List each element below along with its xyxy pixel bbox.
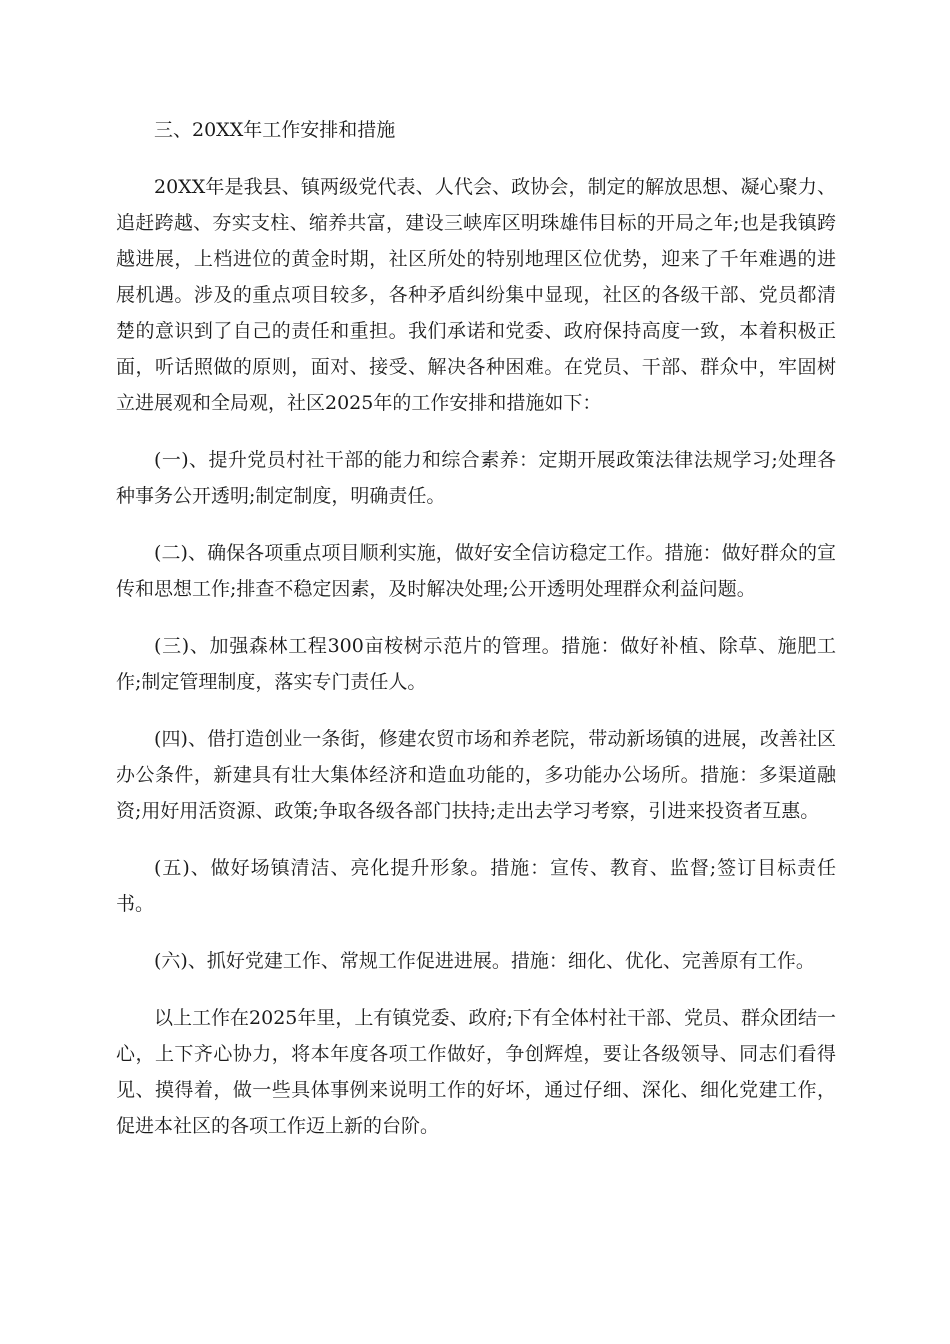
- paragraph-item-5: (五)、做好场镇清洁、亮化提升形象。措施：宣传、教育、监督;签订目标责任书。: [116, 857, 836, 915]
- document-body: [116, 112, 836, 1165]
- paragraph-item-4: (四)、借打造创业一条街，修建农贸市场和养老院，带动新场镇的进展，改善社区办公条件，新建具有壮大集体经济和造血功能的，多功能办公场所。措施：多渠道融资;用好用活资源、政策;争取各级各部门扶持;走出去学习考察，引进来投资者互惠。: [116, 728, 836, 822]
- paragraph-item-1: (一)、提升党员村社干部的能力和综合素养：定期开展政策法律法规学习;处理各种事务公开透明;制定制度，明确责任。: [116, 449, 836, 507]
- paragraph-item-6: (六)、抓好党建工作、常规工作促进进展。措施：细化、优化、完善原有工作。: [154, 950, 815, 972]
- paragraph-item-3: (三)、加强森林工程300亩桉树示范片的管理。措施：做好补植、除草、施肥工作;制定管理制度，落实专门责任人。: [116, 635, 836, 693]
- paragraph-intro: 20XX年是我县、镇两级党代表、人代会、政协会，制定的解放思想、凝心聚力、追赶跨越、夯实支柱、缩养共富，建设三峡库区明珠雄伟目标的开局之年;也是我镇跨越进展，上档进位的黄金时期，社区所处的特别地理区位优势，迎来了千年难遇的进展机遇。涉及的重点项目较多，各种矛盾纠纷集中显现，社区的各级干部、党员都清楚的意识到了自己的责任和重担。我们承诺和党委、政府保持高度一致，本着积极正面，听话照做的原则，面对、接受、解决各种困难。在党员、干部、群众中，牢固树立进展观和全局观，社区2025年的工作安排和措施如下：: [116, 176, 836, 414]
- paragraph-conclusion: 以上工作在2025年里，上有镇党委、政府;下有全体村社干部、党员、群众团结一心，上下齐心协力，将本年度各项工作做好，争创辉煌，要让各级领导、同志们看得见、摸得着，做一些具体事例来说明工作的好坏，通过仔细、深化、细化党建工作，促进本社区的各项工作迈上新的台阶。: [116, 1007, 836, 1137]
- section-heading: 三、20XX年工作安排和措施: [154, 119, 396, 141]
- paragraph-item-2: (二)、确保各项重点项目顺利实施，做好安全信访稳定工作。措施：做好群众的宣传和思想工作;排查不稳定因素，及时解决处理;公开透明处理群众利益问题。: [116, 542, 836, 600]
